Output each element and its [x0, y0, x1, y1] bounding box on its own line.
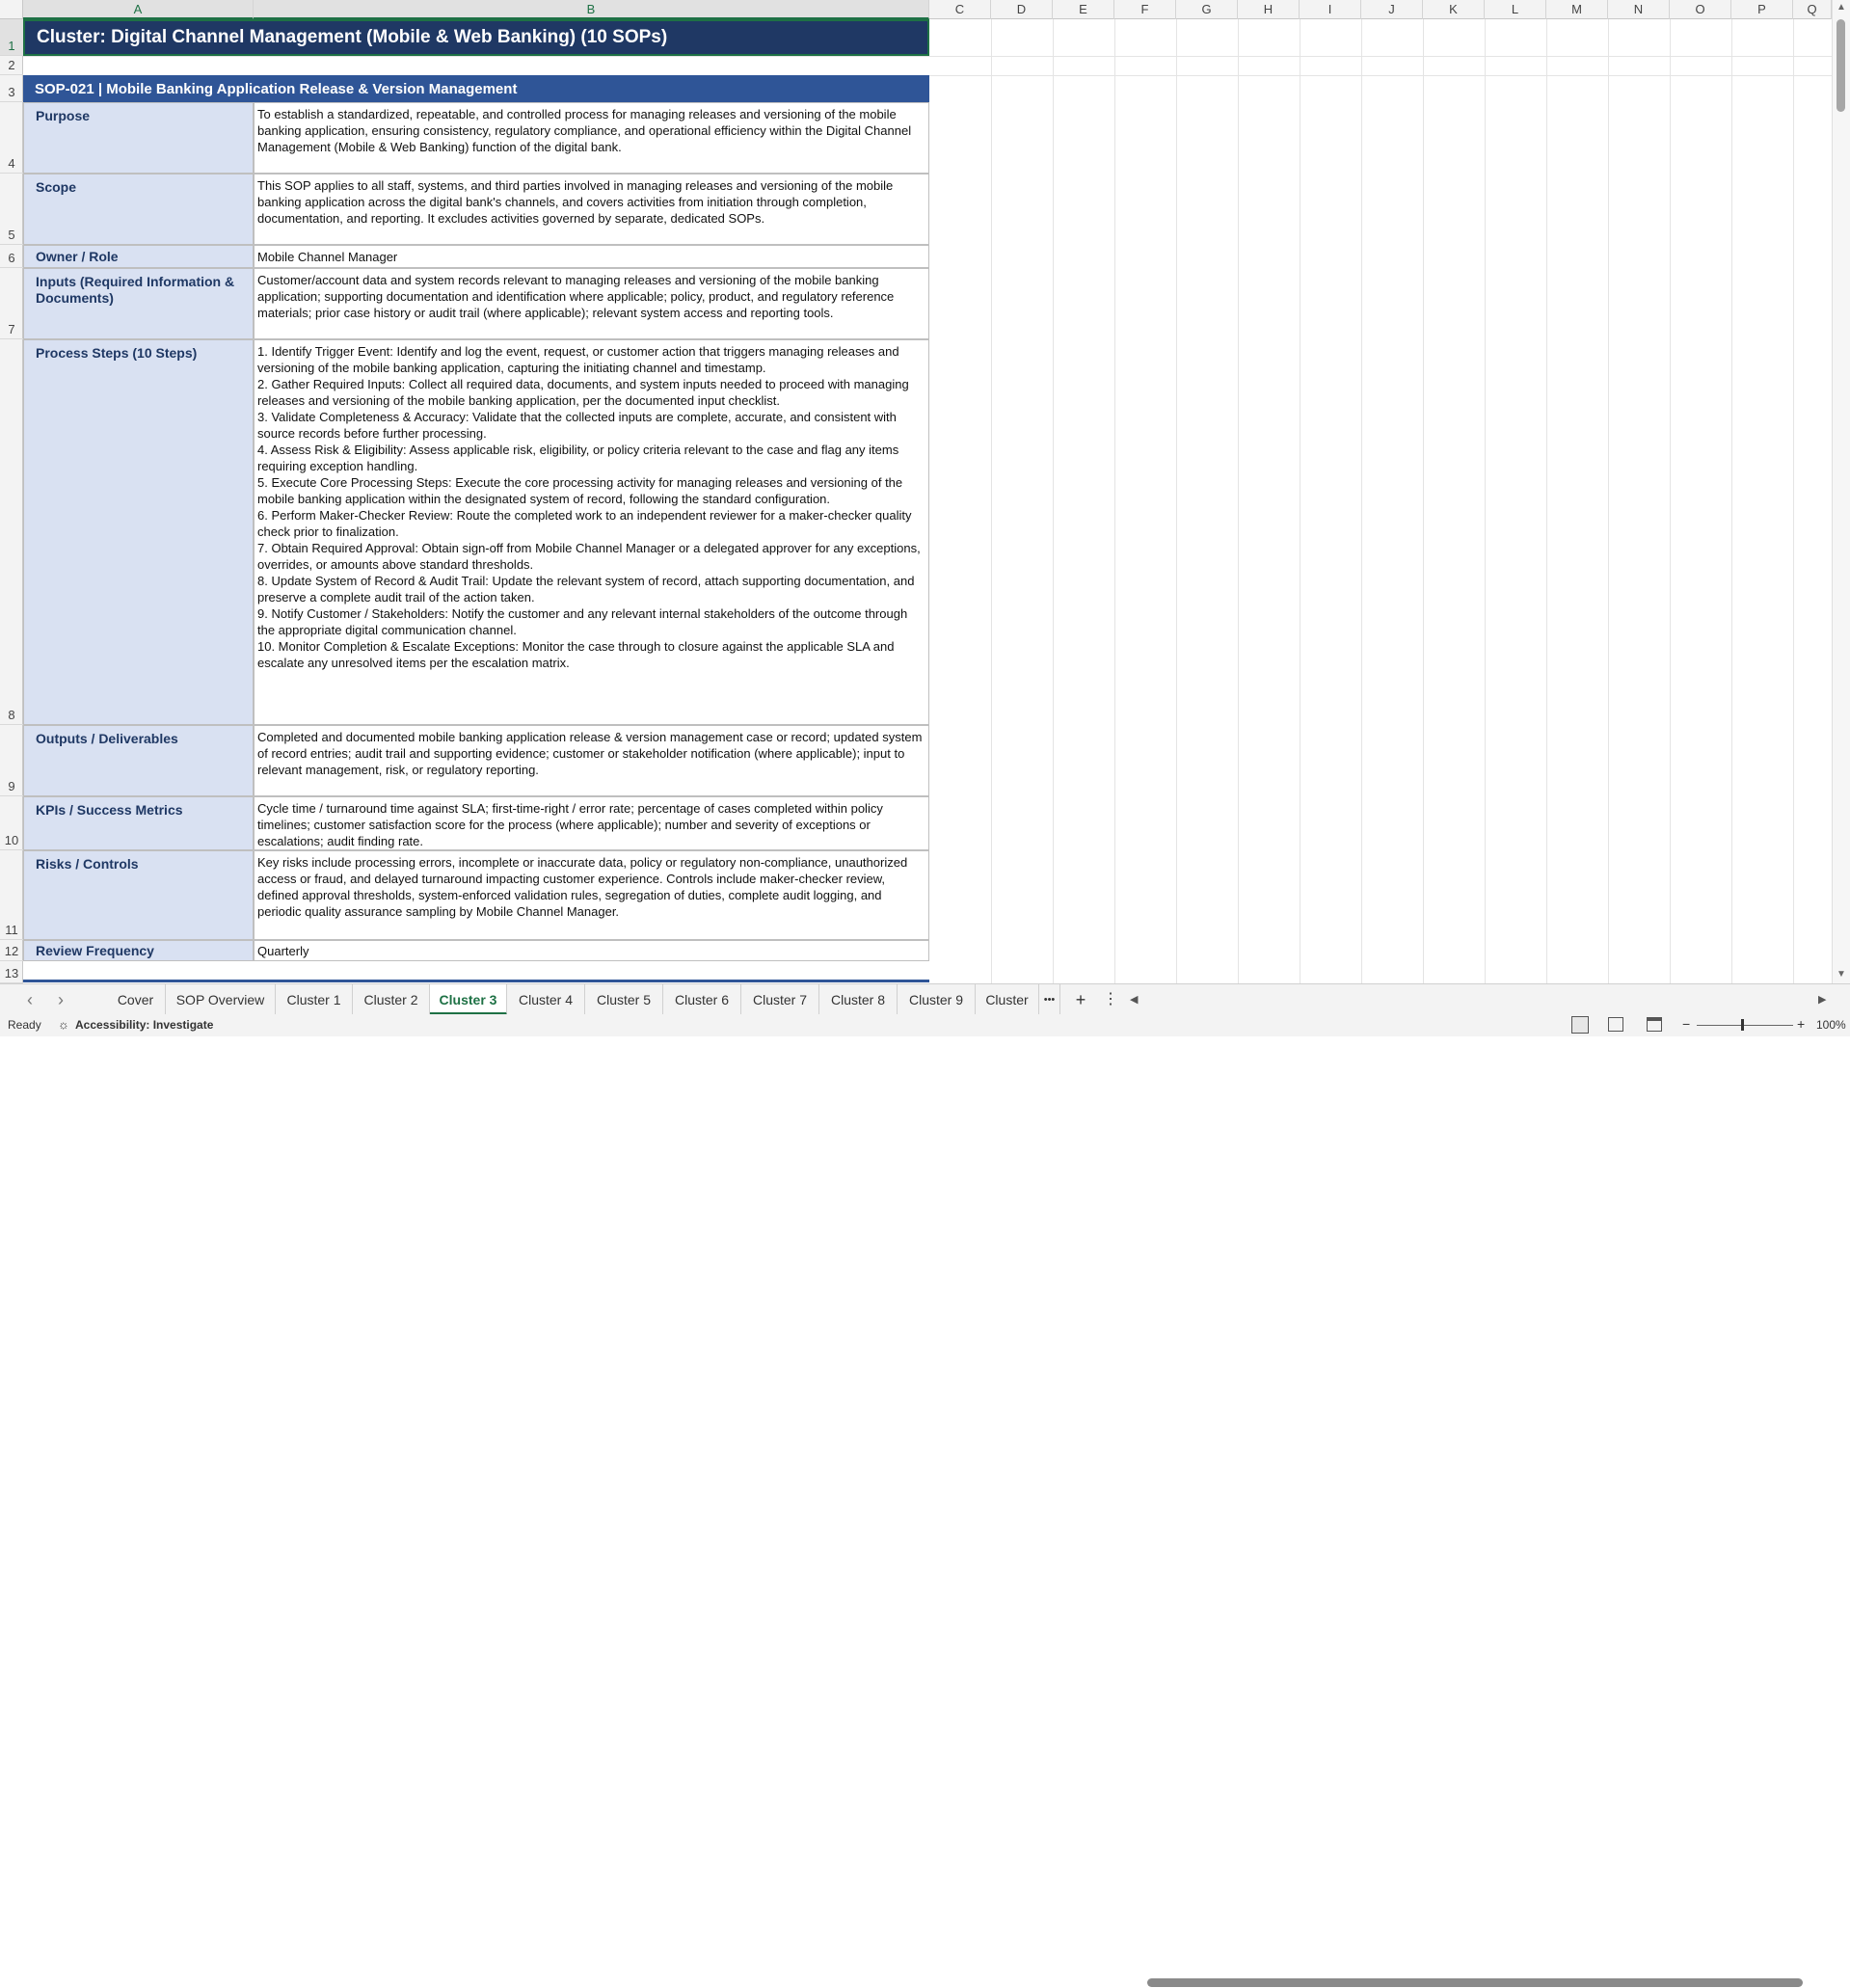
column-header-h[interactable]: H: [1238, 0, 1300, 19]
tab-cluster-5[interactable]: Cluster 5: [585, 984, 663, 1015]
zoom-level[interactable]: 100%: [1816, 1018, 1846, 1032]
risks-controls-value[interactable]: Key risks include processing errors, incomplete or inaccurate data, policy or regulatory non-compliance, unauthorized access or fraud, and delayed turnaround impacting customer experience. Controls include maker-checker review, defined approval thresholds, system-enforced validation rules, segregation of duties, complete audit logging, and periodic quality assurance sampling by Mobile Channel Manager.: [254, 850, 929, 940]
tab-cluster-8[interactable]: Cluster 8: [819, 984, 898, 1015]
column-header-q[interactable]: Q: [1793, 0, 1832, 19]
zoom-slider-handle[interactable]: [1741, 1019, 1744, 1031]
vertical-scrollbar[interactable]: [1832, 0, 1850, 983]
cluster-title-cell[interactable]: Cluster: Digital Channel Management (Mobile & Web Banking) (10 SOPs): [23, 19, 929, 56]
zoom-out-icon[interactable]: −: [1682, 1016, 1691, 1032]
scope-value[interactable]: This SOP applies to all staff, systems, and third parties involved in managing releases and versioning of the mobile banking application across the digital bank's channels, and covers activities from initiation through completion, documentation, and reporting. It excludes activities governed by separate, dedicated SOPs.: [254, 174, 929, 245]
page-break-view-icon[interactable]: [1647, 1017, 1662, 1032]
outputs-label[interactable]: Outputs / Deliverables: [23, 725, 254, 796]
outputs-value[interactable]: Completed and documented mobile banking application release & version management case or record; updated system of record entries; audit trail and supporting evidence; customer or stakeholder notification (where applicable); input to relevant management, risk, or regulatory reporting.: [254, 725, 929, 796]
row-header-4[interactable]: 4: [0, 102, 23, 174]
column-header-m[interactable]: M: [1546, 0, 1608, 19]
owner-role-value[interactable]: Mobile Channel Manager: [254, 245, 929, 268]
normal-view-icon[interactable]: [1571, 1016, 1589, 1034]
horizontal-scrollbar[interactable]: [1138, 1976, 1822, 1988]
column-header-g[interactable]: G: [1176, 0, 1238, 19]
row-header-7[interactable]: 7: [0, 268, 23, 339]
column-header-e[interactable]: E: [1053, 0, 1114, 19]
tab-cover[interactable]: Cover: [106, 984, 166, 1015]
tab-cluster-2[interactable]: Cluster 2: [353, 984, 430, 1015]
tab-cluster-partial[interactable]: Cluster: [976, 984, 1039, 1015]
inputs-value[interactable]: Customer/account data and system records relevant to managing releases and versioning of the mobile banking application; supporting documentation and identification where applicable; policy, product, and regulatory reference materials; prior case history or audit trail (where applicable); relevant system access and reporting tools.: [254, 268, 929, 339]
column-header-bar: [0, 0, 1832, 19]
zoom-in-icon[interactable]: +: [1797, 1016, 1806, 1032]
column-header-k[interactable]: K: [1423, 0, 1485, 19]
row-header-1[interactable]: 1: [0, 19, 23, 56]
kpis-value[interactable]: Cycle time / turnaround time against SLA; first-time-right / error rate; percentage of cases completed within policy timelines; customer satisfaction score for the process (where applicable); number and severity of exceptions or escalations; audit finding rate.: [254, 796, 929, 850]
row-header-10[interactable]: 10: [0, 796, 23, 850]
purpose-label[interactable]: Purpose: [23, 102, 254, 174]
kpis-label[interactable]: KPIs / Success Metrics: [23, 796, 254, 850]
row-header-11[interactable]: 11: [0, 850, 23, 940]
row-header-6[interactable]: 6: [0, 245, 23, 268]
sheet-tab-bar: [0, 983, 1850, 1014]
row-header-8[interactable]: 8: [0, 339, 23, 725]
hscroll-left-icon[interactable]: ◀: [1130, 994, 1139, 1006]
row-header-12[interactable]: 12: [0, 940, 23, 961]
row-header-2[interactable]: 2: [0, 56, 23, 75]
tab-options-icon[interactable]: ⋮: [1103, 991, 1118, 1007]
scroll-down-icon[interactable]: ▼: [1837, 969, 1846, 980]
worksheet-grid[interactable]: [23, 19, 1832, 983]
tab-cluster-9[interactable]: Cluster 9: [898, 984, 976, 1015]
tab-cluster-6[interactable]: Cluster 6: [663, 984, 741, 1015]
accessibility-icon: ☼: [58, 1017, 69, 1032]
column-header-b[interactable]: B: [254, 0, 929, 19]
scroll-up-icon[interactable]: ▲: [1837, 2, 1846, 13]
process-steps-label[interactable]: Process Steps (10 Steps): [23, 339, 254, 725]
row-header-bar: [0, 19, 23, 983]
scope-label[interactable]: Scope: [23, 174, 254, 245]
review-frequency-value[interactable]: Quarterly: [254, 940, 929, 961]
accessibility-status[interactable]: Accessibility: Investigate: [75, 1018, 214, 1032]
column-header-d[interactable]: D: [991, 0, 1053, 19]
ready-status: Ready: [8, 1018, 41, 1032]
add-sheet-icon[interactable]: +: [1075, 990, 1086, 1009]
review-frequency-label[interactable]: Review Frequency: [23, 940, 254, 961]
column-header-a[interactable]: A: [23, 0, 254, 19]
column-header-c[interactable]: C: [929, 0, 991, 19]
more-tabs-icon[interactable]: •••: [1039, 984, 1060, 1015]
column-header-p[interactable]: P: [1731, 0, 1793, 19]
purpose-value[interactable]: To establish a standardized, repeatable, and controlled process for managing releases and versioning of the mobile banking application, ensuring consistency, regulatory compliance, and operational efficiency within the Digital Channel Management (Mobile & Web Banking) function of the digital bank.: [254, 102, 929, 174]
tab-prev-icon[interactable]: ‹: [27, 990, 33, 1009]
status-bar: [0, 1014, 1850, 1036]
horizontal-scroll-thumb[interactable]: [1147, 1978, 1803, 1987]
column-header-i[interactable]: I: [1300, 0, 1361, 19]
inputs-label[interactable]: Inputs (Required Information & Documents): [23, 268, 254, 339]
process-steps-value[interactable]: 1. Identify Trigger Event: Identify and log the event, request, or customer action that triggers managing releases and versioning of the mobile banking application, capturing the initiating channel and timestamp. 2. Gather Required Inputs: Collect all required data, documents, and system inputs needed to proceed with managing releases and versioning of the mobile banking application, per the documented input checklist. 3. Validate Completeness & Accuracy: Validate that the collected inputs are complete, accurate, and consistent with source records before further processing. 4. Assess Risk & Eligibility: Assess applicable risk, eligibility, or policy criteria relevant to the case and flag any items requiring exception handling. 5. Execute Core Processing Steps: Execute the core processing activity for managing releases and versioning of the mobile banking application within the designated system of record, following the standard configuration. 6. Perform Maker-Checker Review: Route the completed work to an independent reviewer for a maker-checker quality check prior to finalization. 7. Obtain Required Approval: Obtain sign-off from Mobile Channel Manager or a delegated approver for any exceptions, overrides, or amounts above standard thresholds. 8. Update System of Record & Audit Trail: Update the relevant system of record, attach supporting documentation, and preserve a complete audit trail of the action taken. 9. Notify Customer / Stakeholders: Notify the customer and any relevant internal stakeholders of the outcome through the appropriate digital communication channel. 10. Monitor Completion & Escalate Exceptions: Monitor the case through to closure against the applicable SLA and escalate any unresolved items per the escalation matrix.: [254, 339, 929, 725]
page-layout-view-icon[interactable]: [1608, 1017, 1623, 1032]
owner-role-label[interactable]: Owner / Role: [23, 245, 254, 268]
row-header-5[interactable]: 5: [0, 174, 23, 245]
tab-sop-overview[interactable]: SOP Overview: [166, 984, 276, 1015]
tab-cluster-7[interactable]: Cluster 7: [741, 984, 819, 1015]
select-all-corner[interactable]: [0, 0, 23, 19]
column-header-n[interactable]: N: [1608, 0, 1670, 19]
row-header-3[interactable]: 3: [0, 75, 23, 102]
row-header-9[interactable]: 9: [0, 725, 23, 796]
column-header-j[interactable]: J: [1361, 0, 1423, 19]
column-header-f[interactable]: F: [1114, 0, 1176, 19]
hscroll-right-icon[interactable]: ▶: [1818, 994, 1827, 1006]
column-header-o[interactable]: O: [1670, 0, 1731, 19]
tab-next-icon[interactable]: ›: [58, 990, 64, 1009]
section-bottom-border: [23, 980, 929, 982]
sop-header-cell[interactable]: SOP-021 | Mobile Banking Application Release & Version Management: [23, 75, 929, 102]
row-header-13[interactable]: 13: [0, 961, 23, 983]
column-header-l[interactable]: L: [1485, 0, 1546, 19]
zoom-slider[interactable]: [1697, 1025, 1793, 1026]
vertical-scroll-thumb[interactable]: [1837, 19, 1845, 112]
risks-controls-label[interactable]: Risks / Controls: [23, 850, 254, 940]
tab-cluster-3[interactable]: Cluster 3: [430, 984, 507, 1015]
tab-cluster-4[interactable]: Cluster 4: [507, 984, 585, 1015]
tab-cluster-1[interactable]: Cluster 1: [276, 984, 353, 1015]
